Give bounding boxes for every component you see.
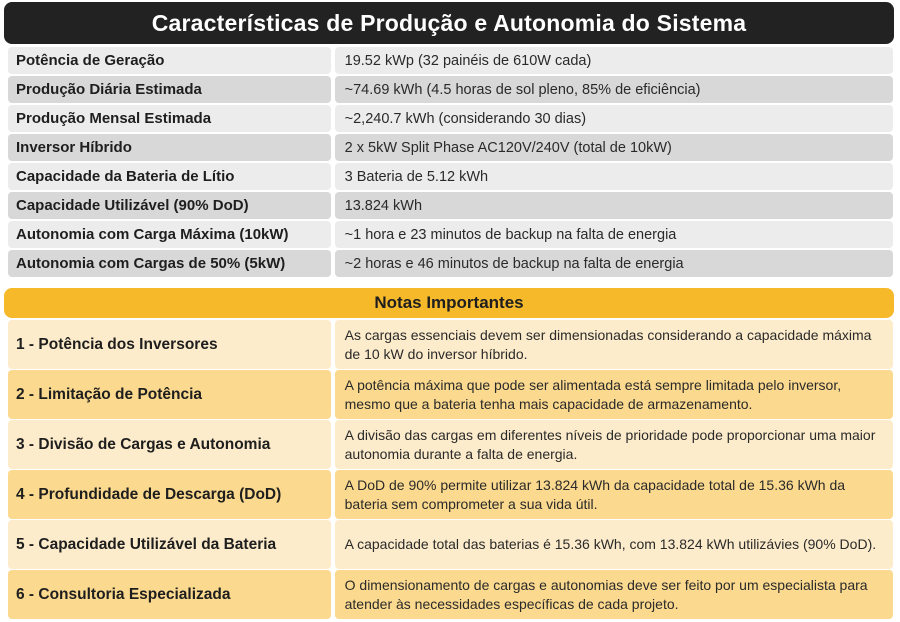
spec-label: Autonomia com Cargas de 50% (5kW) — [8, 250, 331, 277]
note-text: As cargas essenciais devem ser dimensionadas considerando a capacidade máxima de 10 kW do inversor híbrido. — [335, 320, 893, 369]
spec-value: 2 x 5kW Split Phase AC120V/240V (total de 10kW) — [335, 134, 893, 161]
spec-row — [8, 133, 893, 162]
spec-label: Capacidade da Bateria de Lítio — [8, 163, 331, 190]
spec-value: ~74.69 kWh (4.5 horas de sol pleno, 85% de eficiência) — [335, 76, 893, 103]
note-label: 3 - Divisão de Cargas e Autonomia — [8, 420, 331, 469]
spec-row — [8, 220, 893, 249]
spec-row — [8, 104, 893, 133]
spec-row — [8, 249, 893, 278]
note-text: A DoD de 90% permite utilizar 13.824 kWh da capacidade total de 15.36 kWh da bateria sem comprometer a sua vida útil. — [335, 470, 893, 519]
note-row — [8, 470, 893, 519]
spec-row — [8, 75, 893, 104]
spec-value: 3 Bateria de 5.12 kWh — [335, 163, 893, 190]
spec-value: ~2,240.7 kWh (considerando 30 dias) — [335, 105, 893, 132]
note-row — [8, 420, 893, 469]
spec-row — [8, 46, 893, 75]
note-text: A potência máxima que pode ser alimentada está sempre limitada pelo inversor, mesmo que a bateria tenha mais capacidade de armazenamento. — [335, 370, 893, 419]
spec-label: Produção Diária Estimada — [8, 76, 331, 103]
note-label: 1 - Potência dos Inversores — [8, 320, 331, 369]
note-label: 6 - Consultoria Especializada — [8, 570, 331, 619]
spec-label: Inversor Híbrido — [8, 134, 331, 161]
notes-header: Notas Importantes — [4, 288, 894, 318]
note-label: 2 - Limitação de Potência — [8, 370, 331, 419]
spec-row — [8, 162, 893, 191]
specs-table — [8, 46, 893, 278]
note-text: A divisão das cargas em diferentes níveis de prioridade pode proporcionar uma maior autonomia durante a falta de energia. — [335, 420, 893, 469]
spec-label: Capacidade Utilizável (90% DoD) — [8, 192, 331, 219]
spec-label: Autonomia com Carga Máxima (10kW) — [8, 221, 331, 248]
note-label: 4 - Profundidade de Descarga (DoD) — [8, 470, 331, 519]
spec-label: Potência de Geração — [8, 47, 331, 74]
note-label: 5 - Capacidade Utilizável da Bateria — [8, 520, 331, 569]
note-text: A capacidade total das baterias é 15.36 kWh, com 13.824 kWh utilizávies (90% DoD). — [335, 520, 893, 569]
note-row — [8, 320, 893, 369]
spec-value: ~2 horas e 46 minutos de backup na falta de energia — [335, 250, 893, 277]
spec-label: Produção Mensal Estimada — [8, 105, 331, 132]
note-row — [8, 370, 893, 419]
note-row — [8, 570, 893, 619]
page-title: Características de Produção e Autonomia do Sistema — [4, 2, 894, 44]
note-row — [8, 520, 893, 569]
note-text: O dimensionamento de cargas e autonomias deve ser feito por um especialista para atender às necessidades específicas de cada projeto. — [335, 570, 893, 619]
spec-row — [8, 191, 893, 220]
notes-table — [8, 320, 893, 620]
spec-value: 19.52 kWp (32 painéis de 610W cada) — [335, 47, 893, 74]
spec-value: 13.824 kWh — [335, 192, 893, 219]
spec-value: ~1 hora e 23 minutos de backup na falta de energia — [335, 221, 893, 248]
